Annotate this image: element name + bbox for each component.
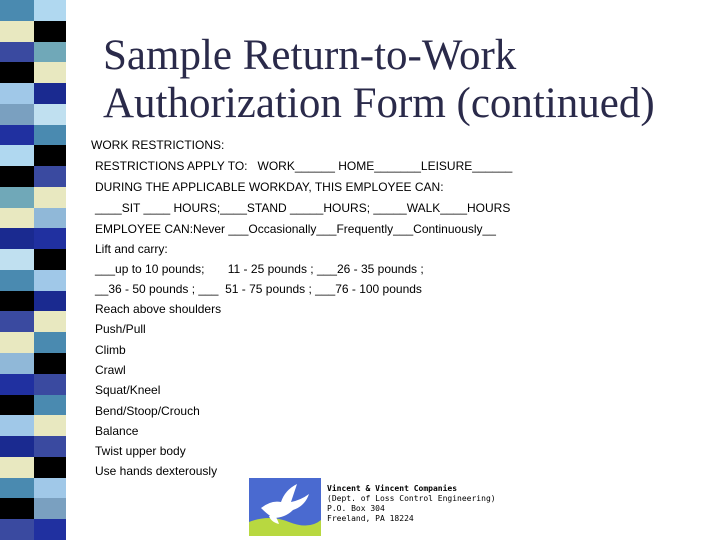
stripe-cell (0, 62, 34, 83)
stripe-cell (34, 332, 66, 353)
stripe-block (0, 311, 66, 332)
stripe-cell (34, 498, 66, 519)
company-address-block (327, 484, 496, 524)
stripe-block (0, 145, 66, 166)
stripe-block (0, 187, 66, 208)
stripe-cell (34, 374, 66, 395)
stripe-block (0, 208, 66, 229)
stripe-cell (34, 21, 66, 42)
stripe-cell (34, 0, 66, 21)
stripe-cell (0, 395, 34, 416)
lift-carry-label: Lift and carry: (95, 242, 168, 256)
stripe-cell (34, 436, 66, 457)
stripe-block (0, 270, 66, 291)
company-name: Vincent & Vincent Companies (327, 484, 458, 493)
stripe-cell (0, 311, 34, 332)
stripe-block (0, 104, 66, 125)
stripe-cell (0, 291, 34, 312)
company-city: Freeland, PA 18224 (327, 514, 414, 523)
stripe-cell (0, 519, 34, 540)
stripe-block (0, 374, 66, 395)
activity-item: Use hands dexterously (95, 464, 218, 479)
stripe-cell (0, 0, 34, 21)
stripe-block (0, 478, 66, 499)
stripe-cell (34, 228, 66, 249)
stripe-cell (34, 83, 66, 104)
stripe-cell (0, 145, 34, 166)
stripe-cell (0, 187, 34, 208)
stripe-cell (34, 125, 66, 146)
stripe-block (0, 62, 66, 83)
title-line-2: Authorization Form (continued) (103, 80, 655, 127)
stripe-cell (34, 457, 66, 478)
activity-item: Balance (95, 423, 139, 438)
stripe-cell (34, 145, 66, 166)
stripe-cell (34, 415, 66, 436)
activity-item: Twist upper body (95, 444, 186, 459)
sit-stand-walk-line: ____SIT ____ HOURS;____STAND _____HOURS; _____WALK____HOURS (95, 201, 511, 215)
stripe-block (0, 42, 66, 63)
stripe-block (0, 436, 66, 457)
stripe-cell (0, 208, 34, 229)
stripe-block (0, 332, 66, 353)
activity-item: Push/Pull (95, 322, 146, 337)
activity-item: Reach above shoulders (95, 302, 222, 316)
stripe-cell (0, 249, 34, 270)
stripe-cell (0, 332, 34, 353)
stripe-cell (0, 270, 34, 291)
stripe-cell (0, 457, 34, 478)
stripe-cell (34, 311, 66, 332)
stripe-block (0, 228, 66, 249)
stripe-cell (34, 395, 66, 416)
decorative-stripe (0, 0, 66, 540)
lift-weight-row-2: __36 - 50 pounds ; ___ 51 - 75 pounds ; ___76 - 100 pounds (95, 282, 422, 296)
stripe-cell (0, 83, 34, 104)
stripe-block (0, 353, 66, 374)
stripe-block (0, 249, 66, 270)
stripe-block (0, 498, 66, 519)
stripe-cell (34, 353, 66, 374)
stripe-cell (34, 270, 66, 291)
stripe-cell (0, 374, 34, 395)
stripe-block (0, 166, 66, 187)
company-po-box: P.O. Box 304 (327, 504, 385, 513)
stripe-cell (34, 208, 66, 229)
page-title (103, 32, 655, 128)
stripe-cell (34, 291, 66, 312)
stripe-cell (0, 21, 34, 42)
stripe-cell (0, 353, 34, 374)
title-line-1: Sample Return-to-Work (103, 32, 517, 79)
company-dept: (Dept. of Loss Control Engineering) (327, 494, 496, 503)
stripe-cell (0, 228, 34, 249)
stripe-cell (34, 478, 66, 499)
stripe-block (0, 291, 66, 312)
stripe-block (0, 395, 66, 416)
during-workday-text: DURING THE APPLICABLE WORKDAY, THIS EMPLOYEE CAN: (95, 180, 444, 194)
stripe-cell (34, 166, 66, 187)
stripe-cell (0, 125, 34, 146)
stripe-block (0, 125, 66, 146)
stripe-cell (0, 104, 34, 125)
stripe-cell (0, 166, 34, 187)
stripe-cell (34, 62, 66, 83)
work-restrictions-heading: WORK RESTRICTIONS: (91, 138, 225, 152)
stripe-block (0, 21, 66, 42)
stripe-cell (0, 478, 34, 499)
stripe-cell (0, 42, 34, 63)
stripe-block (0, 83, 66, 104)
stripe-cell (0, 415, 34, 436)
restrictions-apply-to: RESTRICTIONS APPLY TO: WORK______ HOME_______LEISURE______ (95, 159, 513, 173)
activity-item: Crawl (95, 362, 126, 377)
activity-item: Squat/Kneel (95, 383, 161, 398)
activity-item: Bend/Stoop/Crouch (95, 403, 200, 418)
stripe-cell (34, 42, 66, 63)
stripe-block (0, 519, 66, 540)
stripe-cell (0, 498, 34, 519)
frequency-line: EMPLOYEE CAN:Never ___Occasionally___Frequently___Continuously__ (95, 222, 496, 236)
activity-item: Climb (95, 342, 126, 357)
stripe-cell (0, 436, 34, 457)
stripe-cell (34, 249, 66, 270)
stripe-block (0, 457, 66, 478)
stripe-cell (34, 104, 66, 125)
lift-weight-row-1: ___up to 10 pounds; 11 - 25 pounds ; ___26 - 35 pounds ; (95, 262, 424, 276)
stripe-cell (34, 519, 66, 540)
stripe-block (0, 0, 66, 21)
stripe-cell (34, 187, 66, 208)
company-logo (249, 478, 321, 536)
stripe-block (0, 415, 66, 436)
